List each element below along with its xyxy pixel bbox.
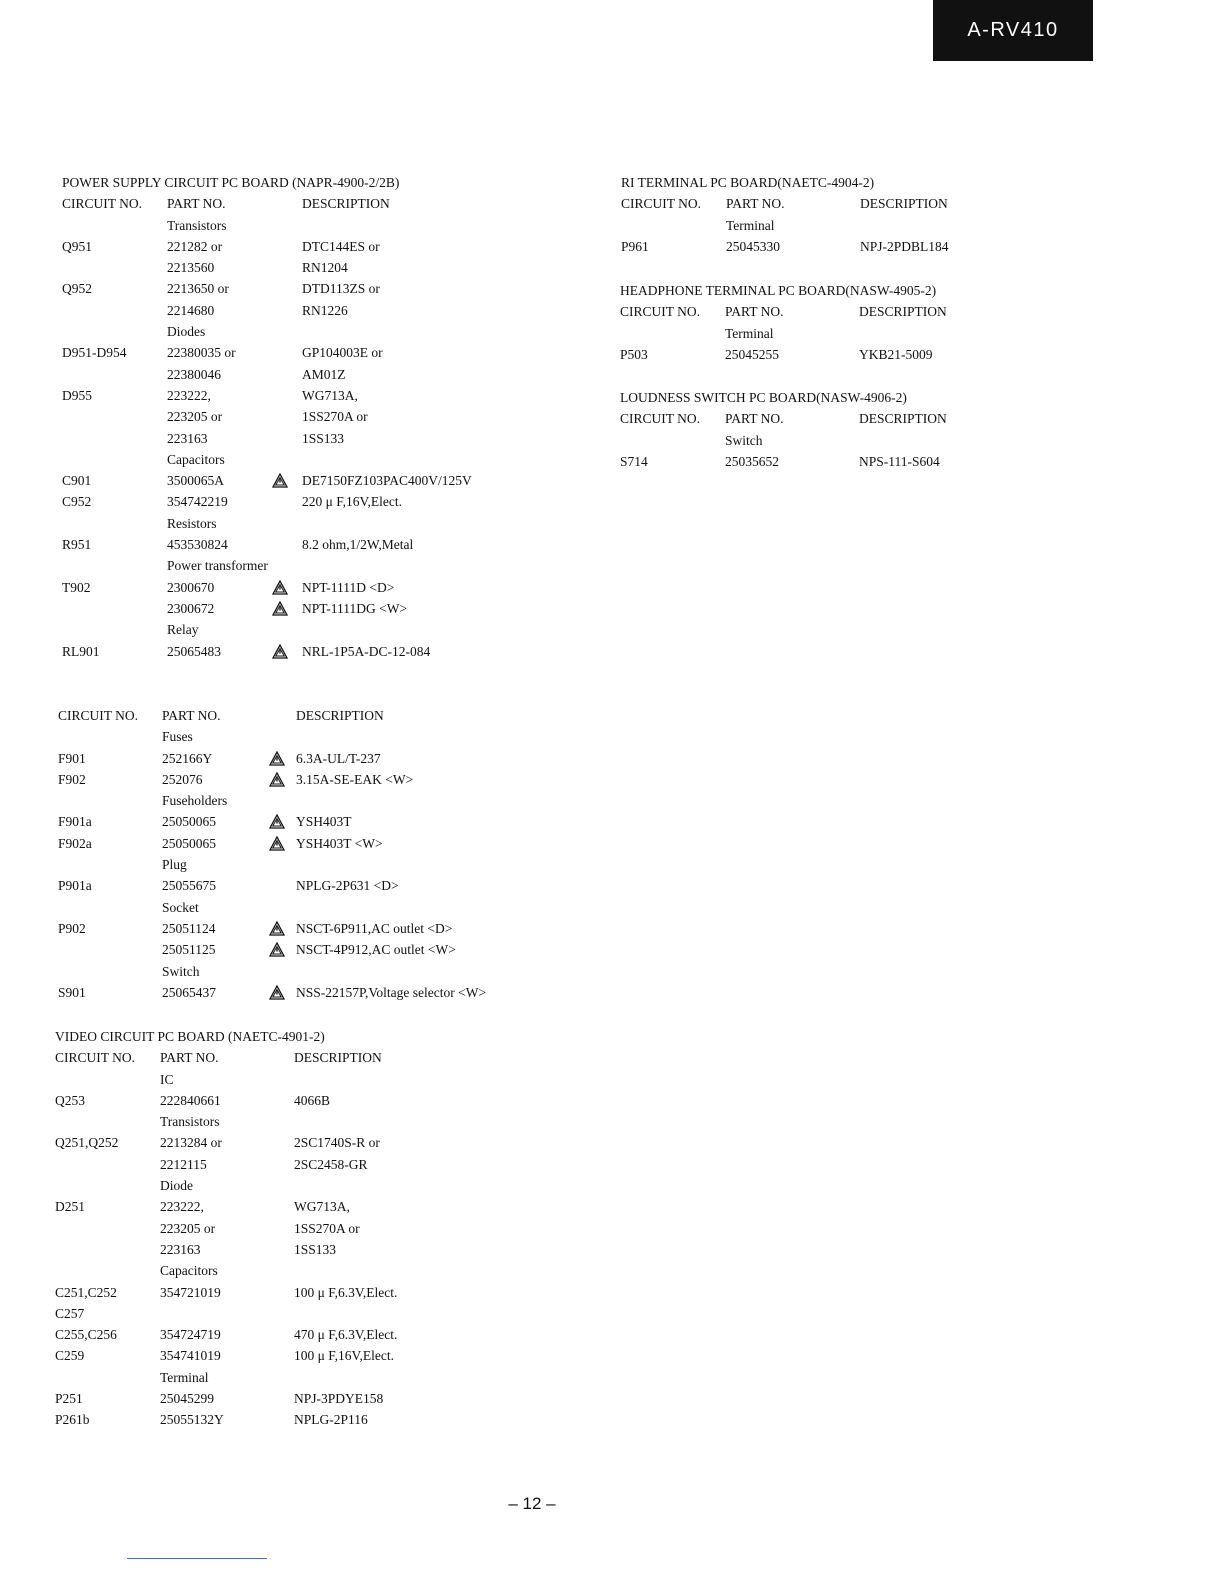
column-header-row	[62, 193, 542, 214]
part-no: 25035652	[725, 453, 779, 469]
parts-row	[62, 641, 542, 662]
header-description: DESCRIPTION	[860, 196, 948, 212]
part-no: 222840661	[160, 1092, 221, 1108]
part-no: 223222,	[167, 387, 211, 403]
section-power-supply	[62, 172, 542, 662]
part-description: NPT-1111DG <W>	[302, 600, 408, 616]
safety-warning-icon	[269, 921, 285, 936]
part-no: Capacitors	[160, 1263, 218, 1279]
header-circuit-no: CIRCUIT NO.	[620, 304, 701, 320]
part-description: WG713A,	[302, 387, 358, 403]
part-no: 22380046	[167, 366, 221, 382]
circuit-no: P902	[58, 920, 86, 936]
part-no: 25050065	[162, 835, 216, 851]
parts-row	[58, 939, 538, 960]
part-no: Capacitors	[167, 451, 225, 467]
part-description: NSCT-6P911,AC outlet <D>	[296, 920, 453, 936]
parts-row	[55, 1303, 535, 1324]
circuit-no: Q253	[55, 1092, 85, 1108]
part-no: 223205 or	[160, 1220, 216, 1236]
part-no: Terminal	[160, 1369, 209, 1385]
parts-row	[58, 726, 538, 747]
header-circuit-no: CIRCUIT NO.	[620, 411, 701, 427]
parts-row	[620, 323, 1040, 344]
parts-row	[55, 1388, 535, 1409]
parts-row	[62, 491, 542, 512]
parts-row	[62, 470, 542, 491]
page-number: – 12 –	[508, 1494, 556, 1513]
safety-warning-icon	[272, 473, 288, 488]
part-no: Switch	[162, 963, 200, 979]
part-no: Terminal	[726, 217, 775, 233]
parts-row	[58, 982, 538, 1003]
circuit-no: P503	[620, 346, 648, 362]
circuit-no: S714	[620, 453, 648, 469]
safety-warning-icon	[269, 751, 285, 766]
circuit-no: P261b	[55, 1412, 90, 1428]
circuit-no: C255,C256	[55, 1327, 117, 1343]
parts-row	[58, 875, 538, 896]
part-description: 6.3A-UL/T-237	[296, 750, 381, 766]
part-description: NPLG-2P116	[294, 1412, 368, 1428]
circuit-no: C259	[55, 1348, 85, 1364]
part-no: Socket	[162, 899, 199, 915]
part-no: 25051125	[162, 942, 216, 958]
part-description: AM01Z	[302, 366, 346, 382]
part-no: 252076	[162, 771, 203, 787]
safety-warning-icon	[269, 985, 285, 1000]
part-no: 25055132Y	[160, 1412, 224, 1428]
parts-row	[58, 769, 538, 790]
part-no: 354742219	[167, 494, 228, 510]
circuit-no: Q951	[62, 238, 92, 254]
part-no: 453530824	[167, 537, 228, 553]
part-no: 25045255	[725, 346, 779, 362]
header-part-no: PART NO.	[167, 196, 226, 212]
parts-row	[55, 1111, 535, 1132]
part-description: 2SC1740S-R or	[294, 1135, 380, 1151]
part-description: 220 μ F,16V,Elect.	[302, 494, 403, 510]
part-description: GP104003E or	[302, 345, 383, 361]
part-no: 2214680	[167, 302, 215, 318]
safety-warning-icon	[272, 644, 288, 659]
part-no: 25050065	[162, 814, 216, 830]
part-description: RN1226	[302, 302, 348, 318]
model-number-tab: A-RV410	[933, 0, 1093, 61]
parts-row	[62, 364, 542, 385]
part-description: NPS-111-S604	[859, 453, 940, 469]
parts-row	[62, 236, 542, 257]
parts-row	[55, 1324, 535, 1345]
part-no: Fuseholders	[162, 793, 228, 809]
part-no: 2213284 or	[160, 1135, 222, 1151]
header-description: DESCRIPTION	[302, 196, 390, 212]
part-no: 223163	[160, 1241, 201, 1257]
circuit-no: D951-D954	[62, 345, 127, 361]
section-ri-terminal	[621, 172, 1041, 257]
parts-row	[55, 1218, 535, 1239]
column-header-row	[620, 408, 1040, 429]
parts-row	[621, 236, 1041, 257]
header-circuit-no: CIRCUIT NO.	[62, 196, 143, 212]
part-description: WG713A,	[294, 1199, 350, 1215]
part-no: Power transformer	[167, 558, 268, 574]
parts-row	[62, 449, 542, 470]
part-no: 223205 or	[167, 409, 223, 425]
section-title: POWER SUPPLY CIRCUIT PC BOARD (NAPR-4900-2/2B)	[62, 175, 400, 190]
parts-row	[55, 1132, 535, 1153]
part-no: 2212115	[160, 1156, 207, 1172]
part-no: 25045299	[160, 1391, 214, 1407]
parts-row	[55, 1367, 535, 1388]
parts-row	[55, 1090, 535, 1111]
header-description: DESCRIPTION	[296, 708, 384, 723]
part-description: YSH403T <W>	[296, 835, 383, 851]
parts-row	[62, 257, 542, 278]
parts-row	[58, 854, 538, 875]
parts-row	[58, 811, 538, 832]
parts-row	[62, 300, 542, 321]
column-header-row	[620, 301, 1040, 322]
part-no: 354724719	[160, 1327, 221, 1343]
part-description: NPLG-2P631 <D>	[296, 878, 399, 894]
column-header-row	[58, 705, 538, 726]
parts-row	[55, 1175, 535, 1196]
part-no: 221282 or	[167, 238, 223, 254]
part-no: 3500065A	[167, 473, 224, 489]
circuit-no: D955	[62, 387, 92, 403]
part-no: 2300672	[167, 600, 215, 616]
parts-row	[620, 430, 1040, 451]
part-no: Diode	[160, 1178, 193, 1194]
safety-warning-icon	[269, 836, 285, 851]
parts-row	[55, 1409, 535, 1430]
safety-warning-icon	[269, 942, 285, 957]
bottom-divider	[127, 1558, 267, 1559]
parts-row	[62, 342, 542, 363]
part-description: NRL-1P5A-DC-12-084	[302, 643, 431, 659]
header-circuit-no: CIRCUIT NO.	[55, 1050, 136, 1066]
part-description: 100 μ F,16V,Elect.	[294, 1348, 395, 1364]
part-no: Plug	[162, 857, 187, 873]
circuit-no: C257	[55, 1305, 85, 1321]
part-description: DTD113ZS or	[302, 281, 380, 297]
part-no: 25055675	[162, 878, 216, 894]
part-description: YKB21-5009	[859, 346, 933, 362]
part-no: 25065437	[162, 984, 216, 1000]
column-header-row	[55, 1047, 535, 1068]
part-no: 2300670	[167, 579, 215, 595]
part-description: DE7150FZ103PAC400V/125V	[302, 473, 472, 489]
part-no: Transistors	[167, 217, 227, 233]
parts-row	[62, 428, 542, 449]
part-description: 100 μ F,6.3V,Elect.	[294, 1284, 398, 1300]
parts-row	[58, 833, 538, 854]
part-description: 1SS270A or	[294, 1220, 360, 1236]
circuit-no: R951	[62, 537, 92, 553]
parts-row	[58, 961, 538, 982]
part-no: 25051124	[162, 920, 216, 936]
part-no: 25045330	[726, 238, 780, 254]
parts-row	[62, 215, 542, 236]
circuit-no: P901a	[58, 878, 92, 894]
circuit-no: F902a	[58, 835, 92, 851]
parts-row	[62, 513, 542, 534]
part-description: RN1204	[302, 260, 348, 276]
circuit-no: C901	[62, 473, 92, 489]
parts-row	[62, 385, 542, 406]
parts-row	[55, 1069, 535, 1090]
parts-row	[55, 1282, 535, 1303]
parts-row	[620, 451, 1040, 472]
section-title: RI TERMINAL PC BOARD(NAETC-4904-2)	[621, 175, 875, 190]
circuit-no: Q952	[62, 281, 92, 297]
header-circuit-no: CIRCUIT NO.	[621, 196, 702, 212]
part-description: 3.15A-SE-EAK <W>	[296, 771, 414, 787]
part-description: 2SC2458-GR	[294, 1156, 368, 1172]
circuit-no: F902	[58, 771, 86, 787]
parts-row	[58, 790, 538, 811]
part-description: 1SS133	[302, 430, 345, 446]
part-description: NSCT-4P912,AC outlet <W>	[296, 942, 456, 958]
part-no: Transistors	[160, 1114, 220, 1130]
part-no: 223163	[167, 430, 208, 446]
part-no: Relay	[167, 622, 199, 638]
section-headphone-terminal	[620, 280, 1040, 365]
part-no: IC	[160, 1071, 174, 1087]
parts-row	[55, 1345, 535, 1366]
part-description: YSH403T	[296, 814, 352, 830]
circuit-no: P251	[55, 1391, 83, 1407]
parts-row	[55, 1154, 535, 1175]
safety-warning-icon	[272, 601, 288, 616]
header-part-no: PART NO.	[160, 1050, 219, 1066]
part-description: 1SS270A or	[302, 409, 368, 425]
parts-row	[62, 555, 542, 576]
parts-row	[62, 406, 542, 427]
part-description: NPT-1111D <D>	[302, 579, 395, 595]
part-no: Fuses	[162, 729, 193, 745]
parts-row	[55, 1196, 535, 1217]
safety-warning-icon	[269, 772, 285, 787]
header-part-no: PART NO.	[726, 196, 785, 212]
parts-row	[621, 215, 1041, 236]
part-description: 8.2 ohm,1/2W,Metal	[302, 537, 414, 553]
part-no: 25065483	[167, 643, 221, 659]
circuit-no: P961	[621, 238, 649, 254]
parts-row	[58, 748, 538, 769]
parts-row	[62, 534, 542, 555]
part-description: NPJ-3PDYE158	[294, 1391, 384, 1407]
parts-row	[58, 918, 538, 939]
parts-row	[62, 321, 542, 342]
circuit-no: T902	[62, 579, 91, 595]
circuit-no: C251,C252	[55, 1284, 117, 1300]
part-description: NSS-22157P,Voltage selector <W>	[296, 984, 487, 1000]
circuit-no: D251	[55, 1199, 85, 1215]
section-title: LOUDNESS SWITCH PC BOARD(NASW-4906-2)	[620, 390, 907, 405]
part-no: Terminal	[725, 325, 774, 341]
parts-row	[62, 598, 542, 619]
parts-row	[55, 1239, 535, 1260]
circuit-no: S901	[58, 984, 86, 1000]
header-part-no: PART NO.	[162, 708, 221, 723]
part-no: 252166Y	[162, 750, 213, 766]
safety-warning-icon	[269, 814, 285, 829]
part-no: Switch	[725, 432, 763, 448]
circuit-no: RL901	[62, 643, 100, 659]
safety-warning-icon	[272, 580, 288, 595]
header-description: DESCRIPTION	[859, 411, 947, 427]
part-no: Diodes	[167, 324, 206, 340]
parts-row	[62, 619, 542, 640]
part-description: NPJ-2PDBL184	[860, 238, 949, 254]
part-description: 1SS133	[294, 1241, 337, 1257]
header-part-no: PART NO.	[725, 411, 784, 427]
part-no: 2213650 or	[167, 281, 229, 297]
header-part-no: PART NO.	[725, 304, 784, 320]
section-title: VIDEO CIRCUIT PC BOARD (NAETC-4901-2)	[55, 1029, 325, 1044]
circuit-no: Q251,Q252	[55, 1135, 119, 1151]
part-no: 223222,	[160, 1199, 204, 1215]
parts-row	[620, 344, 1040, 365]
part-no: 22380035 or	[167, 345, 236, 361]
parts-row	[62, 577, 542, 598]
section-loudness-switch	[620, 387, 1040, 472]
part-no: 354721019	[160, 1284, 221, 1300]
column-header-row	[621, 193, 1041, 214]
section-title: HEADPHONE TERMINAL PC BOARD(NASW-4905-2)	[620, 283, 937, 298]
section-fuses	[58, 705, 538, 1003]
part-description: DTC144ES or	[302, 238, 380, 254]
part-description: 470 μ F,6.3V,Elect.	[294, 1327, 398, 1343]
circuit-no: F901a	[58, 814, 92, 830]
part-no: 354741019	[160, 1348, 221, 1364]
circuit-no: F901	[58, 750, 86, 766]
header-description: DESCRIPTION	[859, 304, 947, 320]
circuit-no: C952	[62, 494, 92, 510]
part-no: Resistors	[167, 515, 217, 531]
part-no: 2213560	[167, 260, 215, 276]
section-video	[55, 1026, 535, 1431]
parts-row	[58, 897, 538, 918]
parts-row	[55, 1260, 535, 1281]
part-description: 4066B	[294, 1092, 331, 1108]
header-circuit-no: CIRCUIT NO.	[58, 708, 139, 723]
parts-row	[62, 278, 542, 299]
header-description: DESCRIPTION	[294, 1050, 382, 1066]
